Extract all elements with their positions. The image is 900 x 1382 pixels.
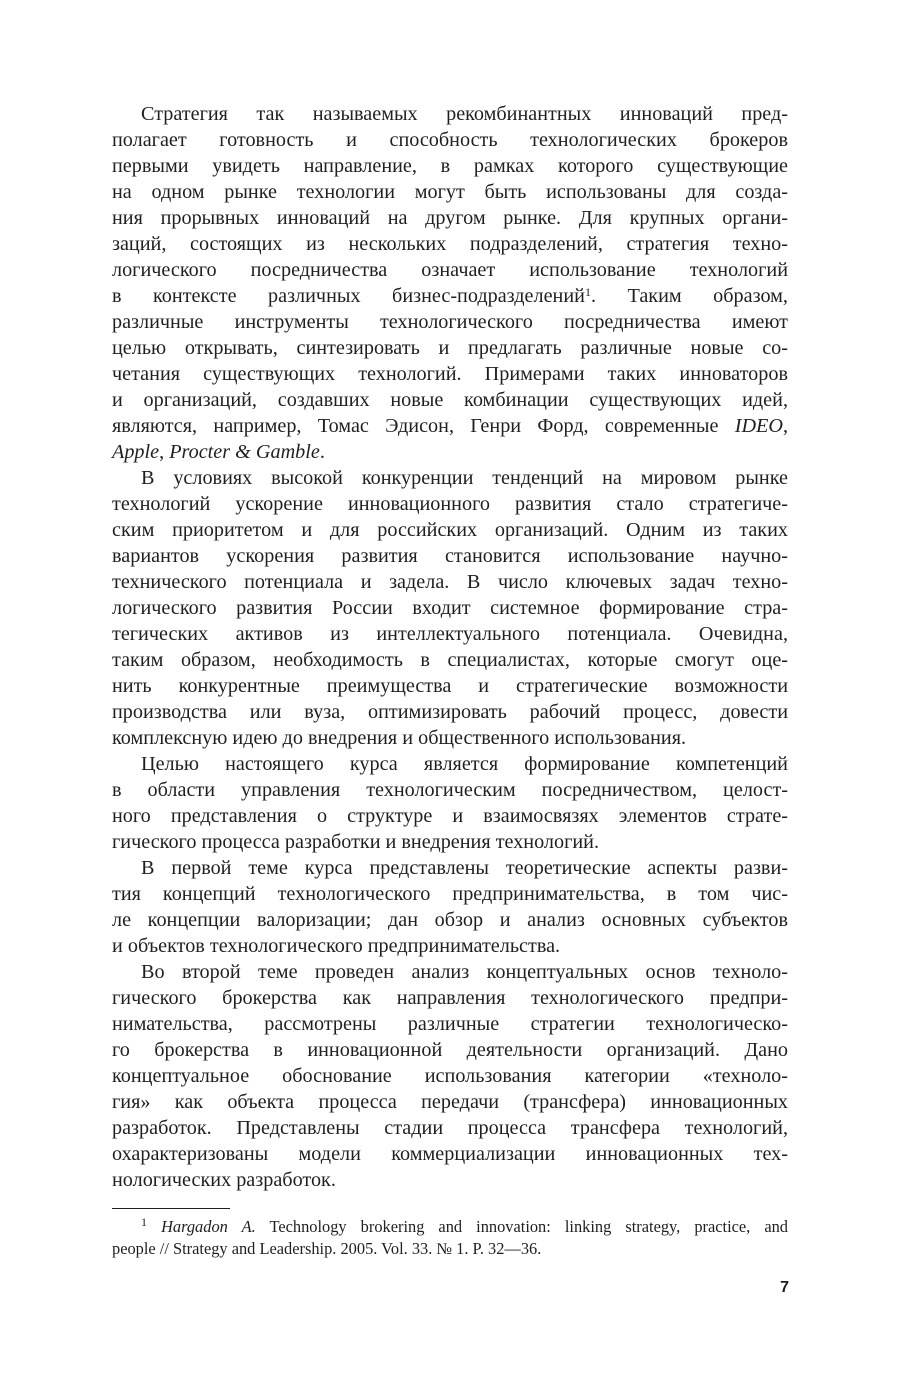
italic-company-name: IDEO [734, 415, 783, 437]
text-line: разработок. Представлены стадии процесса трансфера технологий, [112, 1117, 788, 1139]
footnote [112, 1216, 788, 1260]
text-line: Стратегия так называемых рекомбинантных инноваций пред- [141, 103, 788, 125]
text-line: целью открывать, синтезировать и предлагать различные новые со- [112, 337, 788, 359]
text-line: четания существующих технологий. Примерами таких инноваторов [112, 363, 788, 385]
paragraph-5 [112, 959, 788, 1193]
text-line: заций, состоящих из нескольких подразделений, стратегия техно- [112, 233, 788, 255]
text-line-with-italics [112, 413, 788, 439]
text-line: гического брокерства как направления технологического предпри- [112, 987, 788, 1009]
text-line: комплексную идею до внедрения и общественного использования. [112, 727, 687, 749]
text-line-with-italics [112, 439, 788, 465]
text-line: ного представления о структуре и взаимосвязях элементов страте- [112, 805, 788, 827]
footnote-line [112, 1216, 788, 1238]
text-line: и объектов технологического предпринимательства. [112, 935, 561, 957]
text-line: го брокерства в инновационной деятельности организаций. Дано [112, 1039, 788, 1061]
text-line: ния прорывных инноваций на другом рынке. Для крупных органи- [112, 207, 788, 229]
footnote-divider [112, 1208, 230, 1209]
paragraph-4 [112, 855, 788, 959]
text-line: в области управления технологическим посредничеством, целост- [112, 779, 788, 801]
italic-company-name: Procter & Gamble [169, 441, 320, 463]
text-line: первыми увидеть направление, в рамках которого существующие [112, 155, 788, 177]
italic-company-name: Apple [112, 441, 160, 463]
text-line: логического посредничества означает использование технологий [112, 259, 788, 281]
text-line: полагает готовность и способность технологических брокеров [112, 129, 788, 151]
text-line: нимательства, рассмотрены различные стратегии технологическо- [112, 1013, 788, 1035]
text-fragment: в контексте различных бизнес-подразделений [112, 285, 585, 307]
footnote-reference: 1 [584, 285, 591, 299]
text-line: В условиях высокой конкуренции тенденций на мировом рынке [141, 467, 788, 489]
text-line: Во второй теме проведен анализ концептуальных основ техноло- [141, 961, 788, 983]
body-text [112, 101, 788, 1193]
text-line: нологических разработок. [112, 1169, 336, 1191]
text-line: логического развития России входит системное формирование стра- [112, 597, 788, 619]
text-line: тегических активов из интеллектуального потенциала. Очевидна, [112, 623, 788, 645]
text-line: В первой теме курса представлены теоретические аспекты разви- [141, 857, 788, 879]
text-line: и организаций, создавших новые комбинации существующих идей, [112, 389, 788, 411]
text-line: ским приоритетом и для российских организаций. Одним из таких [112, 519, 788, 541]
footnote-line: people // Strategy and Leadership. 2005. Vol. 33. № 1. P. 32—36. [112, 1239, 542, 1258]
text-fragment: , [782, 415, 788, 437]
text-line: тия концепций технологического предпринимательства, в том чис- [112, 883, 788, 905]
text-line: различные инструменты технологического посредничества имеют [112, 311, 788, 333]
footnote-text: Technology brokering and innovation: linking strategy, practice, and [255, 1217, 788, 1236]
text-line: таким образом, необходимость в специалистах, которые смогут оце- [112, 649, 788, 671]
text-line-with-footnote [112, 283, 788, 309]
text-fragment: , [159, 441, 170, 463]
text-line: технического потенциала и задела. В число ключевых задач техно- [112, 571, 788, 593]
text-line: производства или вуза, оптимизировать рабочий процесс, довести [112, 701, 788, 723]
footnote-number: 1 [141, 1215, 147, 1229]
text-line: ле концепции валоризации; дан обзор и анализ основных субъектов [112, 909, 788, 931]
paragraph-2 [112, 465, 788, 751]
page-number: 7 [780, 1279, 789, 1296]
text-line: вариантов ускорения развития становится использование научно- [112, 545, 788, 567]
text-line: гического процесса разработки и внедрения технологий. [112, 831, 600, 853]
text-fragment: являются, например, Томас Эдисон, Генри Форд, современные [112, 415, 735, 437]
text-fragment: . Таким образом, [590, 285, 788, 307]
text-line: Целью настоящего курса является формирование компетенций [141, 753, 788, 775]
paragraph-1 [112, 101, 788, 465]
text-line: концептуальное обоснование использования категории «техноло- [112, 1065, 788, 1087]
text-line: нить конкурентные преимущества и стратегические возможности [112, 675, 788, 697]
text-line: охарактеризованы модели коммерциализации инновационных тех- [112, 1143, 788, 1165]
text-line: технологий ускорение инновационного развития стало стратегиче- [112, 493, 788, 515]
text-fragment: . [319, 441, 325, 463]
paragraph-3 [112, 751, 788, 855]
text-line: на одном рынке технологии могут быть использованы для созда- [112, 181, 788, 203]
text-line: гия» как объекта процесса передачи (трансфера) инновационных [112, 1091, 788, 1113]
footnote-author: Hargadon A. [161, 1217, 256, 1236]
